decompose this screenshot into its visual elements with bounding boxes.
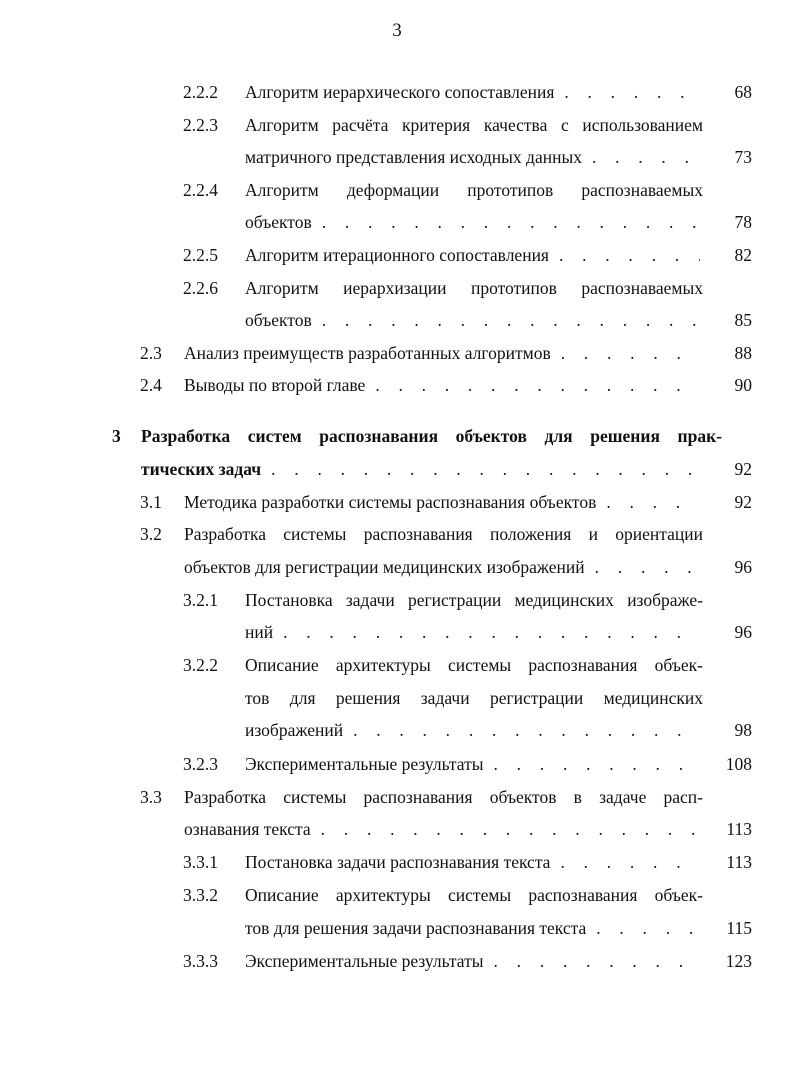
toc-title-line xyxy=(184,488,700,516)
toc-number: 2.2.4 xyxy=(183,180,218,200)
toc-title: тов для решения задачи распознавания текста xyxy=(245,918,587,938)
toc-page: 96 xyxy=(734,622,752,642)
toc-page: 113 xyxy=(726,819,752,839)
toc-page: 68 xyxy=(734,82,752,102)
dot-leader xyxy=(365,371,700,399)
toc-title-line xyxy=(245,750,700,778)
toc-number: 2.2.5 xyxy=(183,245,218,265)
toc-title: Постановка задачи регистрации медицинских изображе- xyxy=(245,590,703,610)
dot-leader xyxy=(484,750,701,778)
toc-title-line xyxy=(245,306,700,334)
toc-title: тов для решения задачи регистрации медицинских xyxy=(245,688,703,708)
toc-title-line xyxy=(245,716,700,744)
toc-title-line xyxy=(141,455,700,483)
dot-leader xyxy=(273,618,700,646)
toc-page: 113 xyxy=(726,852,752,872)
toc-title-line xyxy=(184,553,700,581)
dot-leader xyxy=(312,306,700,334)
toc-title: матричного представления исходных данных xyxy=(245,147,582,167)
toc-title-line xyxy=(245,618,700,646)
toc-page: 88 xyxy=(734,343,752,363)
toc-title: Выводы по второй главе xyxy=(184,375,366,395)
toc-title: Алгоритм иерархического сопоставления xyxy=(245,82,555,102)
dot-leader xyxy=(261,455,700,483)
toc-title-line xyxy=(245,914,700,942)
dot-leader xyxy=(550,848,700,876)
toc-title: Экспериментальные результаты xyxy=(245,951,484,971)
toc-number: 2.3 xyxy=(140,343,162,363)
toc-title: изображений xyxy=(245,720,344,740)
toc-title: Экспериментальные результаты xyxy=(245,754,484,774)
toc-title: Алгоритм расчёта критерия качества с использованием xyxy=(245,115,703,135)
dot-leader xyxy=(596,488,700,516)
toc-number: 3.3.3 xyxy=(183,951,218,971)
toc-number: 3 xyxy=(112,426,121,446)
toc-number: 3.1 xyxy=(140,492,162,512)
toc-title: Анализ преимуществ разработанных алгоритмов xyxy=(184,343,551,363)
toc-page: 123 xyxy=(725,951,752,971)
toc-title: ний xyxy=(245,622,274,642)
toc-number: 3.2.3 xyxy=(183,754,218,774)
toc-page: 108 xyxy=(725,754,752,774)
toc-number: 3.2 xyxy=(140,524,162,544)
toc-page: 96 xyxy=(734,557,752,577)
dot-leader xyxy=(585,553,700,581)
toc-page: 85 xyxy=(734,310,752,330)
toc-title: Постановка задачи распознавания текста xyxy=(245,852,551,872)
toc-title: Алгоритм иерархизации прототипов распознаваемых xyxy=(245,278,703,298)
toc-page: 78 xyxy=(734,212,752,232)
toc-title-line xyxy=(184,339,700,367)
toc-page: 92 xyxy=(734,492,752,512)
toc-title-line xyxy=(184,815,700,843)
dot-leader xyxy=(343,716,700,744)
toc-title-line xyxy=(245,947,700,975)
dot-leader xyxy=(551,339,700,367)
toc-title: объектов для регистрации медицинских изображений xyxy=(184,557,585,577)
toc-page: 92 xyxy=(734,459,752,479)
toc-title: Алгоритм деформации прототипов распознаваемых xyxy=(245,180,703,200)
toc-title: Разработка системы распознавания положения и ориентации xyxy=(184,524,703,544)
toc-page: 82 xyxy=(734,245,752,265)
toc-title: Разработка системы распознавания объектов в задаче расп- xyxy=(184,787,703,807)
toc-number: 2.2.2 xyxy=(183,82,218,102)
dot-leader xyxy=(312,208,700,236)
toc-title: тических задач xyxy=(141,459,262,479)
toc-title: объектов xyxy=(245,212,312,232)
toc-page: 115 xyxy=(726,918,752,938)
toc-number: 3.2.2 xyxy=(183,655,218,675)
page-number: 3 xyxy=(392,20,402,41)
toc-number: 3.3.2 xyxy=(183,885,218,905)
toc-title-line xyxy=(245,241,700,269)
toc-number: 3.3.1 xyxy=(183,852,218,872)
toc-number: 2.2.3 xyxy=(183,115,218,135)
toc-number: 3.3 xyxy=(140,787,162,807)
toc-title: Методика разработки системы распознавания объектов xyxy=(184,492,597,512)
dot-leader xyxy=(311,815,700,843)
toc-title-line xyxy=(245,208,700,236)
toc-number: 2.4 xyxy=(140,375,162,395)
toc-title: Разработка систем распознавания объектов для решения прак- xyxy=(141,426,722,446)
toc-page: 90 xyxy=(734,375,752,395)
toc-title: объектов xyxy=(245,310,312,330)
toc-title: Алгоритм итерационного сопоставления xyxy=(245,245,549,265)
toc-title: Описание архитектуры системы распознавания объек- xyxy=(245,655,703,675)
toc-title-line xyxy=(245,78,700,106)
dot-leader xyxy=(582,143,700,171)
toc-title-line xyxy=(245,143,700,171)
toc-number: 3.2.1 xyxy=(183,590,218,610)
dot-leader xyxy=(484,947,701,975)
toc-page: 73 xyxy=(734,147,752,167)
toc-title: ознавания текста xyxy=(184,819,311,839)
toc-title-line xyxy=(245,848,700,876)
dot-leader xyxy=(586,914,700,942)
dot-leader xyxy=(549,241,700,269)
toc-title-line xyxy=(184,371,700,399)
toc-title: Описание архитектуры системы распознавания объек- xyxy=(245,885,703,905)
dot-leader xyxy=(554,78,700,106)
toc-number: 2.2.6 xyxy=(183,278,218,298)
toc-page: 98 xyxy=(734,720,752,740)
